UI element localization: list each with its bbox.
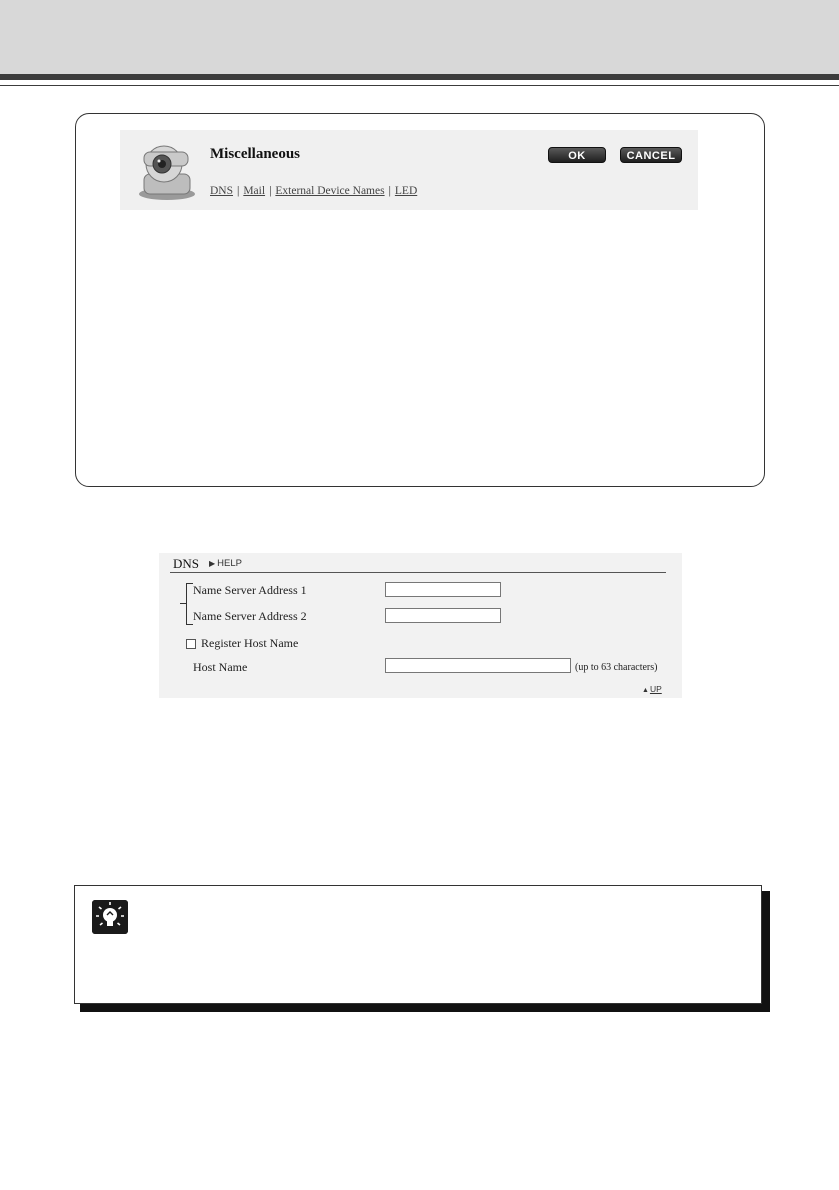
dns-settings-panel (159, 553, 682, 698)
misc-settings-header (120, 130, 698, 210)
cancel-button[interactable]: CANCEL (620, 147, 682, 163)
header-rule (0, 74, 839, 80)
name-server-bracket (186, 583, 193, 625)
ok-button[interactable]: OK (548, 147, 606, 163)
nav-link-mail[interactable]: Mail (243, 185, 266, 197)
name-server-1-label: Name Server Address 1 (193, 583, 307, 597)
misc-title: Miscellaneous (210, 146, 300, 162)
host-name-length-note: (up to 63 characters) (575, 662, 658, 673)
up-arrow-icon: ▲ (642, 687, 649, 694)
name-server-1-input[interactable] (385, 582, 501, 597)
dns-section-title: DNS (173, 556, 200, 571)
nav-separator: | (388, 185, 391, 197)
lightbulb-tip-icon (92, 900, 128, 934)
page-header-band (0, 0, 839, 74)
network-camera-icon (134, 140, 200, 202)
nav-link-external-device-names[interactable]: External Device Names (275, 185, 385, 197)
header-rule-thin (0, 85, 839, 86)
register-host-name-checkbox[interactable] (186, 639, 196, 649)
name-server-bracket-tick (180, 603, 186, 604)
play-arrow-icon: ▶ (209, 559, 216, 568)
host-name-input[interactable] (385, 658, 571, 673)
tip-box (74, 885, 762, 1004)
name-server-2-input[interactable] (385, 608, 501, 623)
help-link[interactable] (209, 558, 242, 569)
help-label: HELP (217, 558, 242, 569)
nav-link-dns[interactable]: DNS (210, 185, 234, 197)
nav-separator: | (269, 185, 272, 197)
host-name-label: Host Name (193, 660, 248, 674)
misc-nav-links (210, 185, 417, 197)
register-host-name-label: Register Host Name (201, 636, 299, 650)
up-link[interactable] (642, 684, 662, 694)
nav-link-led[interactable]: LED (394, 185, 418, 197)
nav-separator: | (237, 185, 240, 197)
up-label: UP (649, 684, 662, 694)
name-server-2-label: Name Server Address 2 (193, 609, 307, 623)
section-divider (170, 572, 666, 573)
